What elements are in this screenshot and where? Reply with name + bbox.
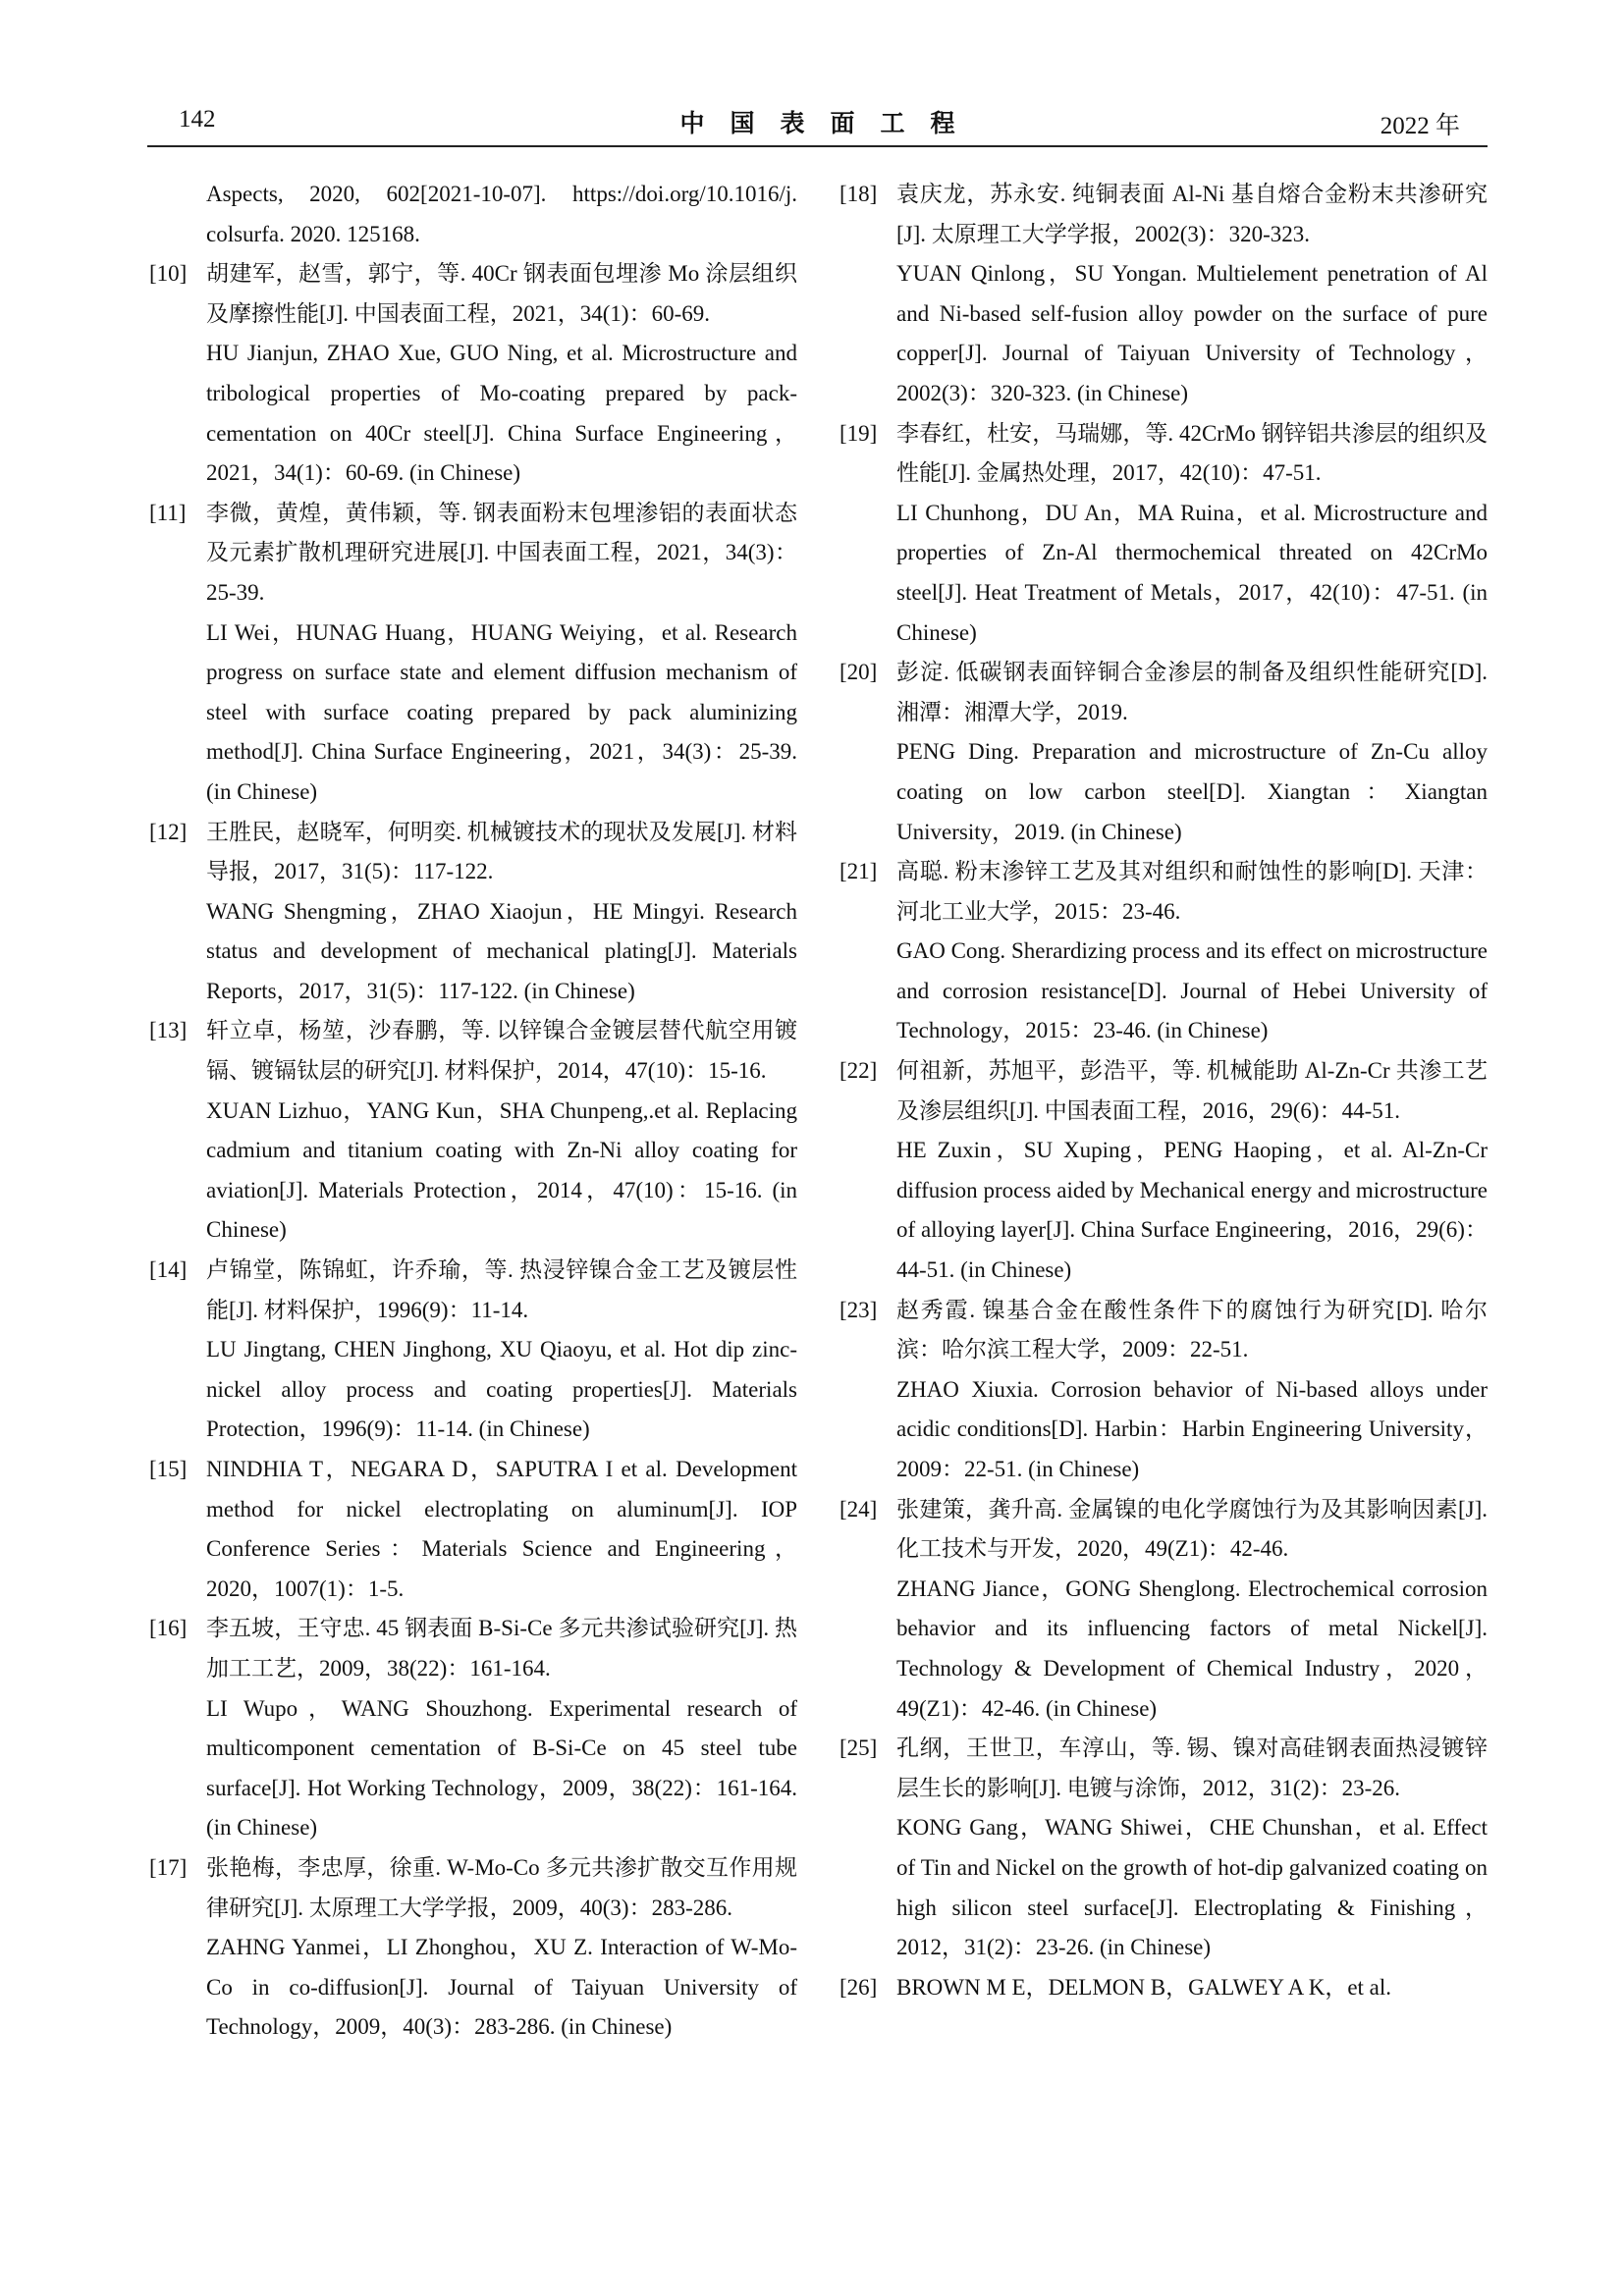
reference-entry xyxy=(839,1968,1488,2008)
reference-english: BROWN M E，DELMON B，GALWEY A K，et al. xyxy=(896,1974,1392,2000)
reference-chinese: 李春红，杜安，马瑞娜，等. 42CrMo 钢锌铝共渗层的组织及性能[J]. 金属热处理，2017，42(10)：47-51. xyxy=(896,420,1488,486)
reference-entry xyxy=(149,813,797,1012)
reference-entry xyxy=(149,494,797,813)
reference-chinese: 张建策，龚升高. 金属镍的电化学腐蚀行为及其影响因素[J]. 化工技术与开发，2020，49(Z1)：42-46. xyxy=(896,1496,1488,1562)
journal-title: 中国表面工程 xyxy=(679,111,981,137)
reference-chinese: 王胜民，赵晓军，何明奕. 机械镀技术的现状及发展[J]. 材料导报，2017，31(5)：117-122. xyxy=(206,819,797,884)
reference-english: LU Jingtang, CHEN Jinghong, XU Qiaoyu, et al. Hot dip zinc-nickel alloy process and coating properties[J]. Materials Protection，1996(9)：11-14. (in Chinese) xyxy=(206,1337,797,1442)
reference-english: LI Wupo，WANG Shouzhong. Experimental research of multicomponent cementation of B-Si-Ce on 45 steel tube surface[J]. Hot Working Technology，2009，38(22)：161-164. (in Chinese) xyxy=(206,1695,797,1841)
reference-number: [23] xyxy=(839,1297,878,1322)
reference-english: Aspects, 2020, 602[2021-10-07]. https://doi.org/10.1016/j. colsurfa. 2020. 125168. xyxy=(206,182,797,246)
reference-entry xyxy=(149,1609,797,1848)
reference-chinese: 李五坡，王守忠. 45 钢表面 B-Si-Ce 多元共渗试验研究[J]. 热加工工艺，2009，38(22)：161-164. xyxy=(206,1616,797,1681)
reference-entry xyxy=(149,254,797,494)
reference-chinese: 李微，黄煌，黄伟颖，等. 钢表面粉末包埋渗铝的表面状态及元素扩散机理研究进展[J]. 中国表面工程，2021，34(3)：25-39. xyxy=(206,500,797,605)
reference-number: [24] xyxy=(839,1496,878,1522)
reference-number: [10] xyxy=(149,261,188,287)
reference-chinese: 高聪. 粉末渗锌工艺及其对组织和耐蚀性的影响[D]. 天津：河北工业大学，2015：23-46. xyxy=(896,859,1488,924)
reference-english: ZHAO Xiuxia. Corrosion behavior of Ni-based alloys under acidic conditions[D]. Harbin：Harbin Engineering University，2009：22-51. (in Chinese) xyxy=(896,1376,1488,1481)
reference-number: [11] xyxy=(149,500,187,525)
reference-entry xyxy=(149,175,797,254)
header-rule xyxy=(147,145,1488,147)
reference-entry xyxy=(839,414,1488,654)
reference-english: GAO Cong. Sherardizing process and its effect on microstructure and corrosion resistance[D]. Journal of Hebei University of Technology，2015：23-46. (in Chinese) xyxy=(896,938,1488,1043)
reference-number: [14] xyxy=(149,1257,188,1283)
reference-number: [15] xyxy=(149,1457,188,1481)
reference-english: PENG Ding. Preparation and microstructure of Zn-Cu alloy coating on low carbon steel[D]. Xiangtan：Xiangtan University，2019. (in Chinese) xyxy=(896,739,1488,844)
reference-entry xyxy=(839,653,1488,852)
reference-number: [16] xyxy=(149,1616,188,1641)
running-header xyxy=(147,102,1488,149)
reference-entry xyxy=(149,1251,797,1450)
reference-chinese: 何祖新，苏旭平，彭浩平，等. 机械能助 Al-Zn-Cr 共渗工艺及渗层组织[J]. 中国表面工程，2016，29(6)：44-51. xyxy=(896,1058,1488,1123)
reference-chinese: 轩立卓，杨堃，沙春鹏，等. 以锌镍合金镀层替代航空用镀镉、镀镉钛层的研究[J]. 材料保护，2014，47(10)：15-16. xyxy=(206,1018,797,1084)
reference-chinese: 赵秀霞. 镍基合金在酸性条件下的腐蚀行为研究[D]. 哈尔滨：哈尔滨工程大学，2009：22-51. xyxy=(896,1297,1488,1362)
reference-number: [25] xyxy=(839,1735,878,1761)
reference-number: [21] xyxy=(839,859,878,884)
reference-english: ZAHNG Yanmei，LI Zhonghou，XU Z. Interaction of W-Mo-Co in co-diffusion[J]. Journal of Taiyuan University of Technology，2009，40(3)：283-286. (in Chinese) xyxy=(206,1935,797,2040)
reference-entry xyxy=(149,1450,797,1609)
reference-entry xyxy=(839,1291,1488,1490)
reference-chinese: 彭淀. 低碳钢表面锌铜合金渗层的制备及组织性能研究[D]. 湘潭：湘潭大学，2019. xyxy=(896,660,1488,724)
reference-entry xyxy=(839,852,1488,1051)
reference-english: YUAN Qinlong，SU Yongan. Multielement penetration of Al and Ni-based self-fusion alloy powder on the surface of pure copper[J]. Journal of Taiyuan University of Technology，2002(3)：320-323. (in Chinese) xyxy=(896,261,1488,405)
reference-english: HU Jianjun, ZHAO Xue, GUO Ning, et al. Microstructure and tribological properties of Mo-coating prepared by pack-cementation on 40Cr steel[J]. China Surface Engineering，2021，34(1)：60-69. (in Chinese) xyxy=(206,341,797,486)
reference-entry xyxy=(149,1011,797,1251)
issue-year: 2022 年 xyxy=(1380,113,1460,139)
reference-english: HE Zuxin，SU Xuping，PENG Haoping，et al. Al-Zn-Cr diffusion process aided by Mechanical energy and microstructure of alloying layer[J]. China Surface Engineering，2016，29(6)：44-51. (in Chinese) xyxy=(896,1138,1488,1283)
reference-english: NINDHIA T，NEGARA D，SAPUTRA I et al. Development method for nickel electroplating on aluminum[J]. IOP Conference Series：Materials Science and Engineering，2020，1007(1)：1-5. xyxy=(206,1457,797,1601)
reference-number: [12] xyxy=(149,819,188,844)
reference-chinese: 孔纲，王世卫，车淳山，等. 锡、镍对高硅钢表面热浸镀锌层生长的影响[J]. 电镀与涂饰，2012，31(2)：23-26. xyxy=(896,1735,1488,1800)
reference-entry xyxy=(149,1848,797,2048)
reference-number: [26] xyxy=(839,1974,878,2000)
reference-entry xyxy=(839,175,1488,414)
reference-english: LI Chunhong，DU An，MA Ruina，et al. Microstructure and properties of Zn-Al thermochemical threated on 42CrMo steel[J]. Heat Treatment of Metals，2017，42(10)：47-51. (in Chinese) xyxy=(896,500,1488,645)
reference-number: [17] xyxy=(149,1854,188,1880)
reference-english: XUAN Lizhuo，YANG Kun，SHA Chunpeng,.et al. Replacing cadmium and titanium coating with Zn-Ni alloy coating for aviation[J]. Materials Protection，2014，47(10)：15-16. (in Chinese) xyxy=(206,1097,797,1243)
reference-chinese: 卢锦堂，陈锦虹，许乔瑜，等. 热浸锌镍合金工艺及镀层性能[J]. 材料保护，1996(9)：11-14. xyxy=(206,1257,797,1322)
reference-entry xyxy=(839,1729,1488,1968)
left-column-references xyxy=(149,175,797,2048)
reference-chinese: 胡建军，赵雪，郭宁，等. 40Cr 钢表面包埋渗 Mo 涂层组织及摩擦性能[J]. 中国表面工程，2021，34(1)：60-69. xyxy=(206,261,797,326)
reference-number: [13] xyxy=(149,1018,188,1043)
reference-number: [20] xyxy=(839,660,878,685)
right-column-references xyxy=(839,175,1488,2007)
reference-english: WANG Shengming，ZHAO Xiaojun，HE Mingyi. Research status and development of mechanical plating[J]. Materials Reports，2017，31(5)：117-122. (in Chinese) xyxy=(206,898,797,1003)
reference-english: ZHANG Jiance，GONG Shenglong. Electrochemical corrosion behavior and its influencing factors of metal Nickel[J]. Technology & Development of Chemical Industry，2020，49(Z1)：42-46. (in Chinese) xyxy=(896,1575,1488,1721)
reference-english: KONG Gang，WANG Shiwei，CHE Chunshan，et al. Effect of Tin and Nickel on the growth of hot-dip galvanized coating on high silicon steel surface[J]. Electroplating & Finishing，2012，31(2)：23-26. (in Chinese) xyxy=(896,1815,1488,1960)
reference-english: LI Wei，HUNAG Huang，HUANG Weiying，et al. Research progress on surface state and element diffusion mechanism of steel with surface coating prepared by pack aluminizing method[J]. China Surface Engineering，2021，34(3)：25-39. (in Chinese) xyxy=(206,619,797,804)
reference-number: [19] xyxy=(839,420,878,446)
reference-chinese: 袁庆龙，苏永安. 纯铜表面 Al-Ni 基自熔合金粉末共渗研究[J]. 太原理工大学学报，2002(3)：320-323. xyxy=(896,182,1488,246)
reference-chinese: 张艳梅，李忠厚，徐重. W-Mo-Co 多元共渗扩散交互作用规律研究[J]. 太原理工大学学报，2009，40(3)：283-286. xyxy=(206,1854,797,1920)
reference-number: [22] xyxy=(839,1058,878,1084)
page-number: 142 xyxy=(179,106,216,133)
reference-entry xyxy=(839,1051,1488,1291)
reference-entry xyxy=(839,1490,1488,1730)
reference-number: [18] xyxy=(839,182,878,206)
